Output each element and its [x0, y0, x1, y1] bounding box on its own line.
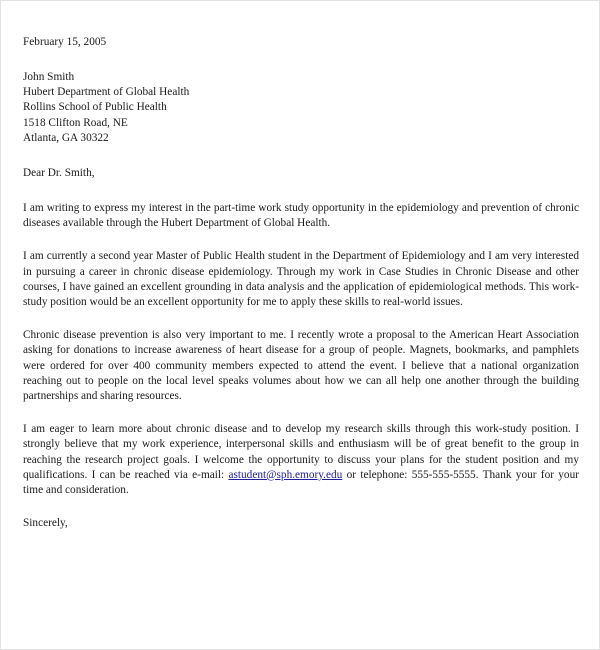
body-paragraph-4 — [23, 422, 579, 498]
letter-content — [23, 35, 579, 531]
body-paragraph-2: I am currently a second year Master of Public Health student in the Department of Epidemiology and I am very interested in pursuing a career in chronic disease epidemiology. Through my work in Case Studies in Chronic Disease and other courses, I have gained an excellent grounding in data analysis and the application of epidemiological methods. This work-study position would be an excellent opportunity for me to apply these skills to real-world issues. — [23, 250, 579, 309]
body-paragraph-3: Chronic disease prevention is also very important to me. I recently wrote a proposal to the American Heart Association asking for donations to increase awareness of heart disease for a group of people. Magnets, bookmarks, and pamphlets were ordered for over 400 community members expected to attend the event. I believe that a national organization reaching out to people on the local level speaks volumes about how we can all help one another through the building partnerships and sharing resources. — [23, 329, 579, 403]
contact-text-after-email: or telephone: 555-555-5555. Thank your for your time and consideration. — [23, 468, 579, 497]
letter-date: February 15, 2005 — [23, 36, 107, 48]
recipient-department: Hubert Department of Global Health — [23, 86, 190, 99]
salutation: Dear Dr. Smith, — [23, 167, 95, 180]
recipient-street: 1518 Clifton Road, NE — [23, 116, 128, 129]
recipient-school: Rollins School of Public Health — [23, 101, 167, 114]
body-paragraph-1: I am writing to express my interest in the part-time work study opportunity in the epidemiology and prevention of chronic diseases available through the Hubert Department of Global Health. — [23, 202, 579, 230]
recipient-name: John Smith — [23, 71, 75, 83]
closing-salutation: Sincerely, — [23, 517, 68, 530]
contact-text-before-email: I am eager to learn more about chronic disease and to develop my research skills through this work-study position. I strongly believe that my work experience, interpersonal skills and enthusiasm will be of great benefit to the group in reaching the research project goals. I welcome the opportunity to discuss your plans for the student position and my qualifications. I can be reached via e-mail: — [23, 423, 579, 481]
recipient-city-state-zip: Atlanta, GA 30322 — [23, 131, 109, 144]
recipient-address-block — [23, 70, 579, 146]
email-link[interactable]: astudent@sph.emory.edu — [228, 468, 343, 481]
